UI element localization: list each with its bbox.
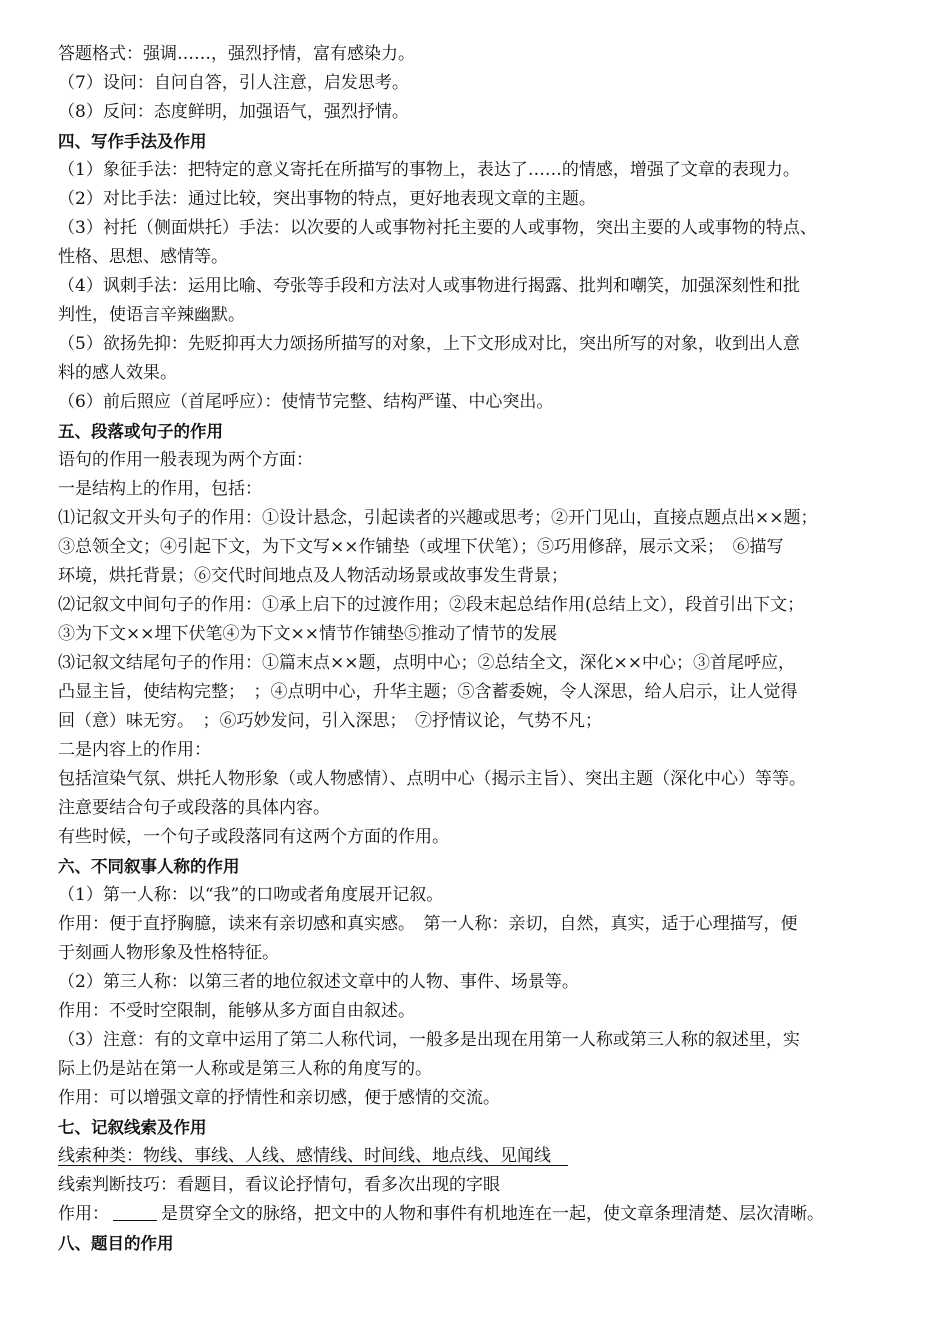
text-line: 二是内容上的作用： (58, 740, 211, 760)
section-heading: 七、记叙线索及作用 (58, 1118, 207, 1137)
text-line: （6）前后照应（首尾呼应）：使情节完整、结构严谨、中心突出。 (58, 392, 554, 412)
text-line: 线索判断技巧：看题目，看议论抒情句，看多次出现的字眼 (58, 1175, 500, 1195)
text-line: ③为下文××埋下伏笔④为下文××情节作铺垫⑤推动了情节的发展 (58, 624, 557, 644)
text-line: 性格、思想、感情等。 (58, 247, 228, 267)
text-line: ③总领全文；④引起下文，为下文写××作铺垫（或埋下伏笔）；⑤巧用修辞，展示文采； ⑥描写 (58, 537, 784, 557)
section-heading: 八、题目的作用 (58, 1234, 174, 1253)
text-line: 环境，烘托背景；⑥交代时间地点及人物活动场景或故事发生背景； (58, 566, 568, 586)
text-line: （1）象征手法：把特定的意义寄托在所描写的事物上，表达了……的情感，增强了文章的表现力。 (58, 160, 800, 180)
text-line: （2）第三人称：以第三者的地位叙述文章中的人物、事件、场景等。 (58, 972, 579, 992)
text-line: 注意要结合句子或段落的具体内容。 (58, 798, 330, 818)
text-line: 答题格式：强调……，强烈抒情，富有感染力。 (58, 44, 415, 64)
text-line: 料的感人效果。 (58, 363, 177, 383)
fill-in-line (58, 1200, 918, 1229)
text-line: 作用：可以增强文章的抒情性和亲切感，便于感情的交流。 (58, 1088, 500, 1108)
section-heading: 四、写作手法及作用 (58, 132, 207, 151)
text-after-blank: 是贯穿全文的脉络，把文中的人物和事件有机地连在一起，使文章条理清楚、层次清晰。 (161, 1204, 824, 1224)
text-line: （4）讽刺手法：运用比喻、夸张等手段和方法对人或事物进行揭露、批判和嘲笑，加强深刻性和批 (58, 276, 800, 296)
text-line: （7）设问：自问自答，引人注意，启发思考。 (58, 73, 409, 93)
document-page (58, 40, 918, 1258)
text-line: 判性，使语言辛辣幽默。 (58, 305, 245, 325)
text-line: 凸显主旨，使结构完整； ；④点明中心，升华主题；⑤含蓄委婉，令人深思，给人启示，让人觉得 (58, 682, 798, 702)
underlined-text: 线索种类：物线、事线、人线、感情线、时间线、地点线、见闻线 (58, 1146, 568, 1166)
text-line: 一是结构上的作用，包括： (58, 479, 262, 499)
text-line: 包括渲染气氛、烘托人物形象（或人物感情）、点明中心（揭示主旨）、突出主题（深化中心）等等。 (58, 769, 806, 789)
section-heading: 六、不同叙事人称的作用 (58, 857, 240, 876)
text-line: （3）注意：有的文章中运用了第二人称代词，一般多是出现在用第一人称或第三人称的叙述里，实 (58, 1030, 800, 1050)
section-heading: 五、段落或句子的作用 (58, 422, 223, 441)
text-line: 有些时候，一个句子或段落同有这两个方面的作用。 (58, 827, 449, 847)
text-line: （5）欲扬先抑：先贬抑再大力颂扬所描写的对象，上下文形成对比，突出所写的对象，收到出人意 (58, 334, 800, 354)
answer-blank (113, 1202, 157, 1221)
text-line: 际上仍是站在第一人称或是第三人称的角度写的。 (58, 1059, 432, 1079)
text-line: 回（意）味无穷。 ；⑥巧妙发问，引入深思； ⑦抒情议论，气势不凡； (58, 711, 602, 731)
text-line: 于刻画人物形象及性格特征。 (58, 943, 279, 963)
text-line: （3）衬托（侧面烘托）手法：以次要的人或事物衬托主要的人或事物，突出主要的人或事物的特点、 (58, 218, 817, 238)
text-line: （8）反问：态度鲜明，加强语气，强烈抒情。 (58, 102, 409, 122)
text-line: ⑶记叙文结尾句子的作用：①篇末点××题，点明中心；②总结全文，深化××中心；③首尾呼应， (58, 653, 795, 673)
text-line: ⑴记叙文开头句子的作用：①设计悬念，引起读者的兴趣或思考；②开门见山，直接点题点出××题； (58, 508, 818, 528)
text-before-blank: 作用： (58, 1204, 109, 1224)
text-line: （1）第一人称：以“我”的口吻或者角度展开记叙。 (58, 885, 444, 905)
text-line: 作用：便于直抒胸臆，读来有亲切感和真实感。 第一人称：亲切，自然，真实，适于心理描写，便 (58, 914, 798, 934)
text-line: 语句的作用一般表现为两个方面： (58, 450, 313, 470)
clue-types-line (58, 1142, 918, 1171)
text-line: （2）对比手法：通过比较，突出事物的特点，更好地表现文章的主题。 (58, 189, 596, 209)
text-line: 作用：不受时空限制，能够从多方面自由叙述。 (58, 1001, 415, 1021)
text-line: ⑵记叙文中间句子的作用：①承上启下的过渡作用；②段末起总结作用(总结上文），段首引出下文； (58, 595, 805, 615)
